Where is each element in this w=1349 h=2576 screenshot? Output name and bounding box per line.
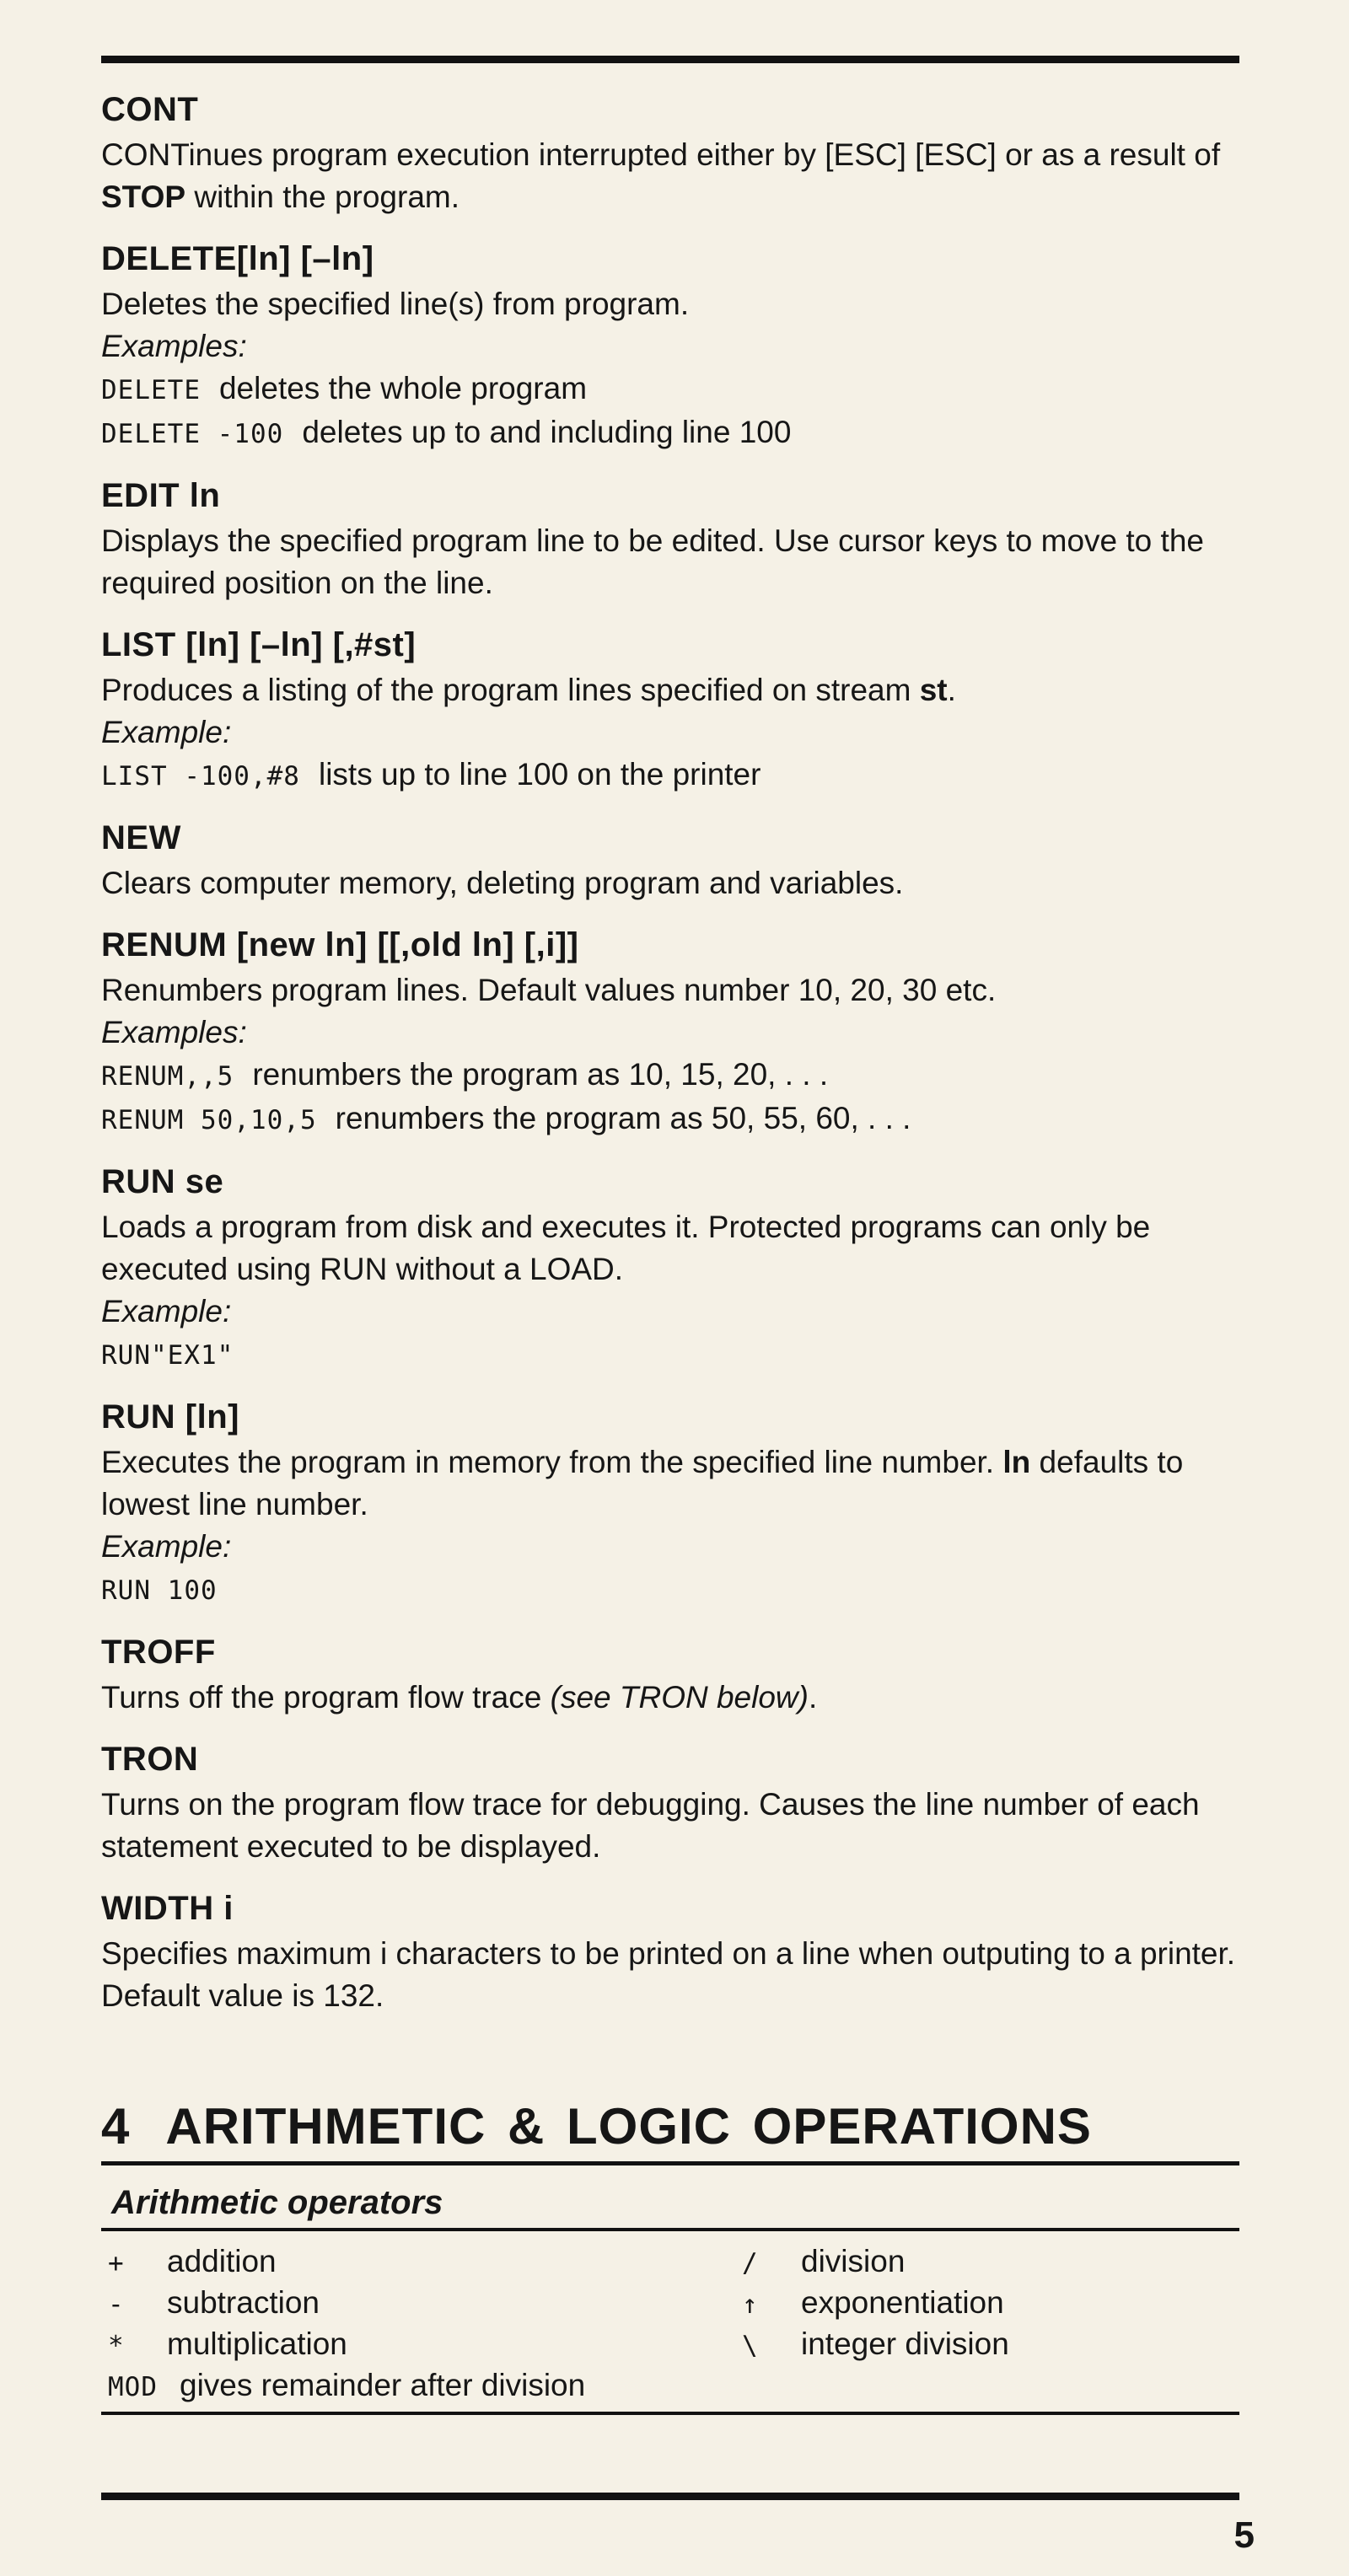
entry-run-se: [101, 1161, 1239, 1377]
example-row: [101, 1097, 1239, 1141]
entry-delete: [101, 238, 1239, 455]
entry-description: Produces a listing of the program lines specified on stream st.: [101, 673, 956, 707]
entry-title: TRON: [101, 1741, 199, 1778]
entry-title: CONT: [101, 91, 199, 128]
example-row: [101, 1568, 1239, 1612]
entry-new: [101, 817, 1239, 904]
entry-description: CONTinues program execution interrupted either by [ESC] [ESC] or as a result of STOP within the program.: [101, 137, 1221, 214]
entry-run-ln: [101, 1396, 1239, 1612]
examples-label: Examples:: [101, 1015, 247, 1049]
entry-title: DELETE[ln] [–ln]: [101, 240, 374, 277]
operator-symbol: MOD: [108, 2372, 158, 2402]
example-code: DELETE: [101, 375, 201, 405]
example-text: renumbers the program as 50, 55, 60, . . .: [335, 1101, 911, 1135]
operator-text: integer division: [801, 2326, 1009, 2361]
entry-description: Clears computer memory, deleting program and variables.: [101, 866, 904, 900]
entry-description: Specifies maximum i characters to be printed on a line when outputing to a printer. Default value is 132.: [101, 1936, 1236, 2013]
operator-symbol: \: [742, 2331, 758, 2361]
bottom-rule: [101, 2493, 1239, 2500]
entry-troff: [101, 1631, 1239, 1719]
example-text: renumbers the program as 10, 15, 20, . . .: [252, 1057, 829, 1092]
operator-text: division: [801, 2244, 906, 2278]
keyword-ln: ln: [1002, 1445, 1031, 1479]
entry-description: Turns on the program flow trace for debugging. Causes the line number of each statement executed to be displayed.: [101, 1787, 1200, 1864]
top-rule: [101, 56, 1239, 63]
cross-reference: (see TRON below): [550, 1680, 809, 1715]
example-text: lists up to line 100 on the printer: [318, 757, 761, 792]
example-text: deletes up to and including line 100: [302, 415, 792, 449]
example-code: DELETE -100: [101, 419, 284, 449]
operator-symbol: /: [742, 2248, 758, 2278]
example-code: LIST -100,#8: [101, 761, 300, 792]
operator-row: [108, 2365, 585, 2407]
entry-title: RUN [ln]: [101, 1398, 239, 1436]
examples-label: Examples:: [101, 329, 247, 363]
page-number: 5: [1233, 2514, 1255, 2556]
entry-title: TROFF: [101, 1634, 216, 1671]
up-arrow-icon: ↑: [742, 2289, 758, 2320]
examples-label: Example:: [101, 1294, 232, 1328]
examples-label: Example:: [101, 1529, 232, 1564]
entry-cont: [101, 89, 1239, 218]
example-code: RENUM 50,10,5: [101, 1105, 317, 1135]
arithmetic-section: [101, 2096, 1239, 2415]
section-title: ARITHMETIC & LOGIC OPERATIONS: [165, 2098, 1092, 2155]
section-rule: [101, 2161, 1239, 2165]
operator-text: multiplication: [167, 2326, 347, 2361]
entry-list: [101, 624, 1239, 797]
keyword-stop: STOP: [101, 180, 186, 214]
entry-description: Loads a program from disk and executes it. Protected programs can only be executed using RUN without a LOAD.: [101, 1210, 1151, 1286]
example-row: [101, 368, 1239, 411]
entry-description: Executes the program in memory from the specified line number. ln defaults to lowest line number.: [101, 1445, 1184, 1521]
section-heading: [101, 2096, 1239, 2158]
operator-symbol: +: [108, 2248, 124, 2278]
example-row: [101, 411, 1239, 455]
entry-edit: [101, 475, 1239, 604]
entry-tron: [101, 1738, 1239, 1868]
entry-title: LIST [ln] [–ln] [,#st]: [101, 626, 417, 663]
entry-title: NEW: [101, 819, 181, 856]
operator-row: [742, 2283, 1004, 2325]
entry-description: Turns off the program flow trace (see TRON below).: [101, 1680, 818, 1715]
example-code: RUN 100: [101, 1575, 218, 1606]
operator-text: gives remainder after division: [180, 2368, 586, 2402]
example-row: [101, 1333, 1239, 1377]
entry-title: RUN se: [101, 1163, 224, 1200]
example-text: deletes the whole program: [218, 371, 588, 405]
section-number: 4: [101, 2098, 131, 2155]
keyword-st: st: [919, 673, 948, 707]
entry-title: EDIT ln: [101, 477, 221, 514]
operator-row: [108, 2283, 320, 2325]
examples-label: Example:: [101, 715, 232, 749]
operator-row: [108, 2241, 277, 2284]
example-code: RENUM,,5: [101, 1061, 234, 1092]
example-code: RUN"EX1": [101, 1340, 234, 1371]
entry-title: WIDTH i: [101, 1890, 234, 1927]
operator-text: addition: [167, 2244, 277, 2278]
operator-text: exponentiation: [801, 2285, 1004, 2320]
command-list: [101, 89, 1239, 2037]
entry-renum: [101, 924, 1239, 1141]
subheading-rule: [101, 2228, 1239, 2231]
operator-row: [108, 2324, 347, 2366]
entry-width: [101, 1887, 1239, 2017]
operator-table: [108, 2241, 1239, 2412]
operator-text: subtraction: [167, 2285, 320, 2320]
subheading: Arithmetic operators: [111, 2184, 443, 2221]
entry-title: RENUM [new ln] [[,old ln] [,i]]: [101, 926, 579, 963]
example-row: [101, 1054, 1239, 1097]
operator-symbol: -: [108, 2289, 124, 2320]
example-row: [101, 754, 1239, 797]
entry-description: Displays the specified program line to be edited. Use cursor keys to move to the required position on the line.: [101, 523, 1204, 600]
operator-row: [742, 2324, 1009, 2366]
entry-description: Deletes the specified line(s) from program.: [101, 287, 690, 321]
entry-description: Renumbers program lines. Default values number 10, 20, 30 etc.: [101, 973, 997, 1007]
operator-row: [742, 2241, 905, 2284]
table-rule: [101, 2412, 1239, 2415]
operator-symbol: *: [108, 2331, 124, 2361]
